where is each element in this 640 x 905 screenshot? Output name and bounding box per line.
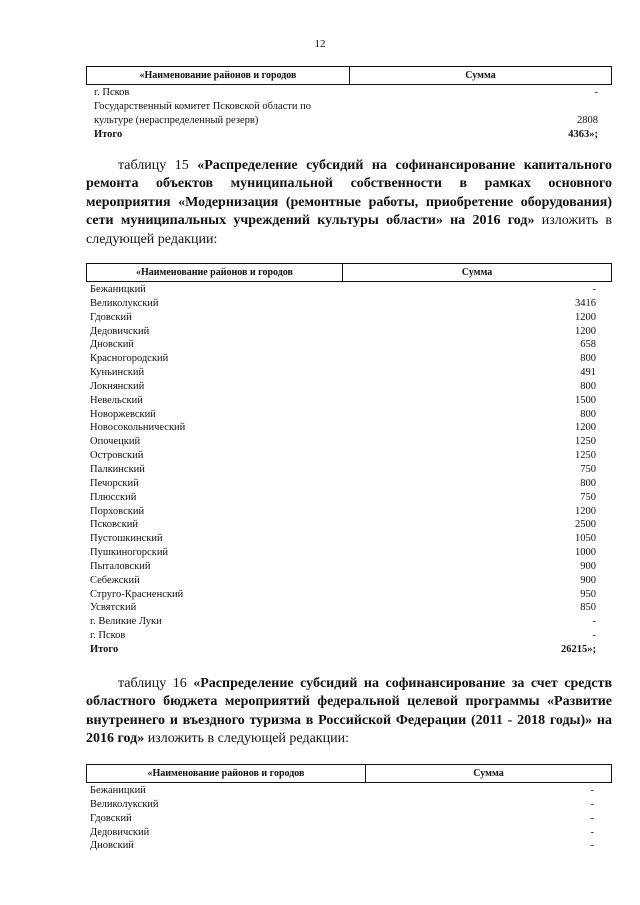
table-row [90, 338, 596, 352]
table-row [90, 839, 594, 853]
para-16-tail: изложить в следующей редакции: [147, 731, 349, 747]
row-value: 1200 [575, 311, 596, 323]
row-value: 1050 [575, 533, 596, 545]
row-name: Порховский [90, 505, 145, 517]
table-row [90, 380, 596, 394]
row-value: - [594, 87, 598, 98]
row-name: Дедовичский [90, 325, 150, 337]
row-value: 900 [580, 560, 596, 572]
table-row [90, 491, 596, 505]
row-name: Плюсский [90, 491, 137, 503]
total-label: Итого [90, 643, 119, 655]
table-row [94, 114, 598, 128]
row-value: 800 [580, 477, 596, 489]
row-value: - [590, 785, 594, 796]
table-row [90, 601, 596, 615]
row-value: 1200 [575, 422, 596, 434]
row-name: Пушкиногорский [90, 547, 169, 559]
row-value: - [590, 826, 594, 838]
table-15 [86, 263, 612, 657]
page-number: 12 [314, 38, 326, 50]
table-row [94, 100, 598, 114]
table-row [90, 463, 596, 477]
row-value: 3416 [575, 297, 596, 309]
row-name: Гдовский [90, 812, 132, 824]
table-14-body [86, 85, 612, 141]
table-row [90, 394, 596, 408]
table-row [90, 408, 596, 422]
row-name: Красногородский [90, 353, 169, 365]
table-row [90, 574, 596, 588]
table-14-header [86, 66, 612, 85]
row-name: Новосокольнический [90, 422, 186, 434]
table-total-row [90, 643, 596, 657]
row-name: Островский [90, 450, 144, 462]
row-name: Палкинский [90, 463, 145, 475]
table-row [90, 283, 596, 297]
row-value: 491 [580, 367, 596, 379]
para-16-title: «Распределение субсидий на софинансирование за счет средств областного бюджета мероприятий федеральной целевой программы «Развитие внутреннего и въездного туризма в Российской Федерации (2011 - 2018 годы)» на 2016 год» [86, 676, 613, 747]
table-16 [86, 764, 612, 853]
table-15-header [86, 263, 612, 282]
row-name: Печорский [90, 477, 139, 489]
table-16-body [86, 783, 612, 853]
paragraph-table-16 [86, 675, 612, 749]
row-name: Дедовичский [90, 826, 150, 838]
row-value: - [592, 616, 596, 628]
total-label: Итого [94, 128, 123, 140]
row-value: 750 [580, 463, 596, 475]
row-value: 658 [580, 339, 596, 351]
para-16-lead: таблицу 16 [118, 676, 187, 691]
table-row [90, 588, 596, 602]
row-name: г. Псков [90, 630, 126, 642]
row-value: 900 [580, 574, 596, 586]
total-value: 4363»; [568, 128, 598, 140]
table-row [90, 798, 594, 812]
row-name: Дновский [90, 339, 134, 351]
row-name: г. Великие Луки [90, 616, 162, 628]
row-value: - [590, 840, 594, 852]
table-16-header-sum: Сумма [473, 767, 504, 779]
table-row [90, 518, 596, 532]
row-value: 1000 [575, 547, 596, 559]
table-14-header-sum: Сумма [465, 69, 496, 81]
table-15-header-sum: Сумма [461, 266, 493, 278]
row-value: - [590, 798, 594, 810]
table-14-header-name: «Наименование районов и городов [87, 67, 350, 84]
table-row [90, 297, 596, 311]
table-row [90, 546, 596, 560]
row-name: Пустошкинский [90, 533, 163, 545]
para-15-tail: изложить в следующей редакции: [86, 213, 612, 247]
row-value: - [592, 284, 596, 295]
table-row [90, 311, 596, 325]
table-row [94, 86, 598, 100]
row-value: 1250 [575, 450, 596, 462]
table-row [90, 784, 594, 798]
row-value: 750 [580, 491, 596, 503]
total-value: 26215»; [561, 643, 596, 655]
para-15-title: «Распределение субсидий на софинансирование капитального ремонта объектов муниципальной собственности в рамках основного мероприятия «Модернизация (ремонтные работы, приобретение оборудования) сети муниципальных учреждений культуры области» на 2016 год» [86, 158, 613, 229]
table-row [90, 505, 596, 519]
table-row [90, 826, 594, 840]
row-name: культуре (нераспределенный резерв) [94, 114, 259, 126]
table-row [90, 477, 596, 491]
row-value: - [592, 630, 596, 642]
table-row [90, 352, 596, 366]
row-name: Куньинский [90, 367, 145, 379]
row-value: 1250 [575, 436, 596, 448]
row-name: Бежаницкий [90, 284, 146, 295]
para-15-lead: таблицу 15 [118, 158, 189, 173]
row-value: - [590, 812, 594, 824]
row-name: г. Псков [94, 87, 130, 98]
row-value: 800 [580, 353, 596, 365]
row-name: Псковский [90, 519, 138, 531]
row-value: 950 [580, 588, 596, 600]
row-name: Усвятский [90, 602, 137, 614]
row-name: Невельский [90, 394, 143, 406]
table-row [90, 560, 596, 574]
table-row [90, 812, 594, 826]
table-row [90, 449, 596, 463]
row-name: Государственный комитет Псковской области по [94, 100, 311, 112]
table-row [90, 629, 596, 643]
table-row [90, 366, 596, 380]
row-value: 800 [580, 380, 596, 392]
row-name: Опочецкий [90, 436, 141, 448]
table-total-row [94, 128, 598, 142]
row-name: Бежаницкий [90, 785, 146, 796]
row-name: Великолукский [90, 297, 159, 309]
row-value: 2808 [577, 114, 598, 126]
row-name: Новоржевский [90, 408, 156, 420]
table-15-body [86, 282, 612, 657]
table-14 [86, 66, 612, 141]
row-name: Гдовский [90, 311, 132, 323]
row-name: Пыталовский [90, 560, 151, 572]
row-value: 800 [580, 408, 596, 420]
row-name: Себежский [90, 574, 140, 586]
table-16-header [86, 764, 612, 783]
row-name: Струго-Красненский [90, 588, 184, 600]
table-row [90, 532, 596, 546]
row-value: 1500 [575, 394, 596, 406]
table-row [90, 435, 596, 449]
paragraph-table-15 [86, 157, 612, 249]
row-value: 850 [580, 602, 596, 614]
table-15-header-name: «Наименование районов и городов [87, 264, 343, 281]
row-value: 1200 [575, 505, 596, 517]
row-value: 1200 [575, 325, 596, 337]
row-name: Великолукский [90, 798, 159, 810]
row-name: Локнянский [90, 380, 145, 392]
row-value: 2500 [575, 519, 596, 531]
table-row [90, 615, 596, 629]
table-row [90, 325, 596, 339]
table-row [90, 421, 596, 435]
table-16-header-name: «Наименование районов и городов [87, 765, 366, 782]
row-name: Дновский [90, 840, 134, 852]
